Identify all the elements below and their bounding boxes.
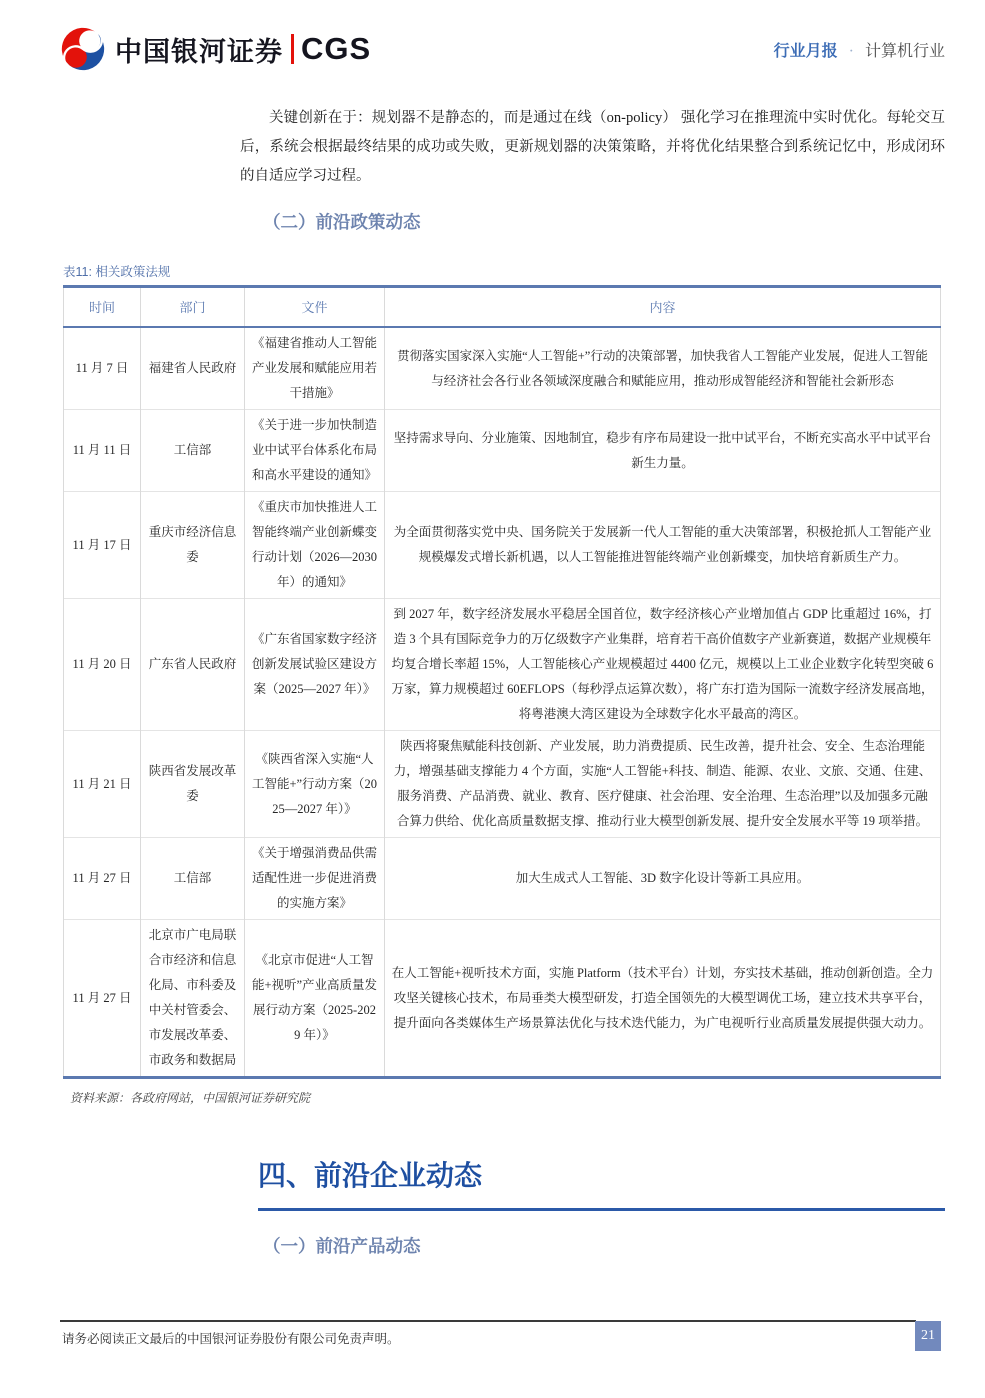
table-row xyxy=(64,410,941,492)
report-type: 行业月报 xyxy=(773,42,838,60)
cell-time: 11 月 21 日 xyxy=(64,731,141,838)
policy-table-body xyxy=(64,327,941,1078)
page-body xyxy=(0,104,985,1258)
report-type-header xyxy=(774,38,945,61)
intro-paragraph: 关键创新在于：规划器不是静态的，而是通过在线（on-policy） 强化学习在推理流中实时优化。每轮交互后，系统会根据最终结果的成功或失败，更新规划器的决策策略，并将优化结果整合到系统记忆中，形成闭环的自适应学习过程。 xyxy=(240,110,945,184)
brand-name-cn: 中国银河证券 xyxy=(115,36,283,67)
page-footer xyxy=(0,1320,985,1380)
table-row xyxy=(64,599,941,731)
section-heading-company: 四、前沿企业动态 xyxy=(258,1160,483,1191)
industry-name: 计算机行业 xyxy=(864,42,945,60)
header-separator: · xyxy=(848,42,854,60)
cell-doc: 《广东省国家数字经济创新发展试验区建设方案（2025—2027 年）》 xyxy=(245,599,385,731)
table-row xyxy=(64,838,941,920)
cell-dept: 广东省人民政府 xyxy=(141,599,245,731)
cell-time: 11 月 27 日 xyxy=(64,920,141,1078)
page-number-badge: 21 xyxy=(915,1321,941,1351)
cell-doc: 《关于增强消费品供需适配性进一步促进消费的实施方案》 xyxy=(245,838,385,920)
cell-content: 加大生成式人工智能、3D 数字化设计等新工具应用。 xyxy=(385,838,941,920)
cell-dept: 北京市广电局联合市经济和信息化局、市科委及中关村管委会、市发展改革委、市政务和数据局 xyxy=(141,920,245,1078)
brand-logo xyxy=(60,26,371,72)
cell-content: 到 2027 年，数字经济发展水平稳居全国首位，数字经济核心产业增加值占 GDP 比重超过 16%，打造 3 个具有国际竞争力的万亿级数字产业集群，培育若干高价值数字产业新赛道，数据产业规模年均复合增长率超 15%，人工智能核心产业规模超过 4400 亿元，规模以上工业企业数字化转型突破 6 万家，算力规模超过 60EFLOPS（每秒浮点运算次数），将广东打造为国际一流数字经济发展高地，将粤港澳大湾区建设为全球数字化水平最高的湾区。 xyxy=(385,599,941,731)
cell-time: 11 月 11 日 xyxy=(64,410,141,492)
table-row xyxy=(64,327,941,410)
table-row xyxy=(64,920,941,1078)
cell-dept: 陕西省发展改革委 xyxy=(141,731,245,838)
galaxy-swirl-icon xyxy=(60,26,106,72)
data-source-note: 资料来源：各政府网站，中国银河证券研究院 xyxy=(70,1091,311,1105)
cell-doc: 《关于进一步加快制造业中试平台体系化布局和高水平建设的通知》 xyxy=(245,410,385,492)
cell-doc: 《北京市促进“人工智能+视听”产业高质量发展行动方案（2025-2029 年）》 xyxy=(245,920,385,1078)
brand-name-en: CGS xyxy=(301,31,372,66)
column-header-content: 内容 xyxy=(385,287,941,328)
logo-divider xyxy=(291,34,294,64)
cell-doc: 《福建省推动人工智能产业发展和赋能应用若干措施》 xyxy=(245,327,385,410)
cell-time: 11 月 7 日 xyxy=(64,327,141,410)
cell-doc: 《陕西省深入实施“人工智能+”行动方案（2025—2027 年）》 xyxy=(245,731,385,838)
cell-time: 11 月 27 日 xyxy=(64,838,141,920)
cell-content: 在人工智能+视听技术方面，实施 Platform（技术平台）计划，夯实技术基础，推动创新创造。全力攻坚关键核心技术，布局垂类大模型研发，打造全国领先的大模型调优工场，建立技术共享平台，提升面向各类媒体生产场景算法优化与技术迭代能力，为广电视听行业高质量发展提供强大动力。 xyxy=(385,920,941,1078)
cell-dept: 重庆市经济信息委 xyxy=(141,492,245,599)
cell-dept: 福建省人民政府 xyxy=(141,327,245,410)
cell-doc: 《重庆市加快推进人工智能终端产业创新蝶变行动计划（2026—2030 年）的通知》 xyxy=(245,492,385,599)
disclaimer-text: 请务必阅读正文最后的中国银河证券股份有限公司免责声明。 xyxy=(62,1332,400,1346)
cell-content: 坚持需求导向、分业施策、因地制宜，稳步有序布局建设一批中试平台，不断充实高水平中试平台新生力量。 xyxy=(385,410,941,492)
column-header-time: 时间 xyxy=(64,287,141,328)
section-heading-policy: （二）前沿政策动态 xyxy=(263,212,421,232)
header-row xyxy=(64,287,941,328)
cell-dept: 工信部 xyxy=(141,838,245,920)
cell-content: 贯彻落实国家深入实施“人工智能+”行动的决策部署，加快我省人工智能产业发展，促进人工智能与经济社会各行业各领域深度融合和赋能应用，推动形成智能经济和智能社会新形态 xyxy=(385,327,941,410)
cell-content: 为全面贯彻落实党中央、国务院关于发展新一代人工智能的重大决策部署，积极抢抓人工智能产业规模爆发式增长新机遇，以人工智能推进智能终端产业创新蝶变，加快培育新质生产力。 xyxy=(385,492,941,599)
section-divider-rule xyxy=(258,1208,945,1211)
policy-table xyxy=(63,285,941,1079)
footer-divider xyxy=(60,1320,916,1322)
column-header-doc: 文件 xyxy=(245,287,385,328)
table-caption: 表11: 相关政策法规 xyxy=(63,265,171,279)
table-row xyxy=(64,492,941,599)
cell-time: 11 月 20 日 xyxy=(64,599,141,731)
column-header-dept: 部门 xyxy=(141,287,245,328)
table-row xyxy=(64,731,941,838)
section-heading-product: （一）前沿产品动态 xyxy=(263,1236,421,1257)
page-header xyxy=(60,26,945,72)
policy-table-header xyxy=(64,287,941,328)
cell-time: 11 月 17 日 xyxy=(64,492,141,599)
cell-content: 陕西将聚焦赋能科技创新、产业发展，助力消费提质、民生改善，提升社会、安全、生态治理能力，增强基础支撑能力 4 个方面，实施“人工智能+科技、制造、能源、农业、文旅、交通、住建、服务消费、产品消费、就业、教育、医疗健康、社会治理、安全治理、生态治理”以及加强多元融合算力供给、优化高质量数据支撑、推动行业大模型创新发展、提升安全发展水平等 19 项举措。 xyxy=(385,731,941,838)
cell-dept: 工信部 xyxy=(141,410,245,492)
